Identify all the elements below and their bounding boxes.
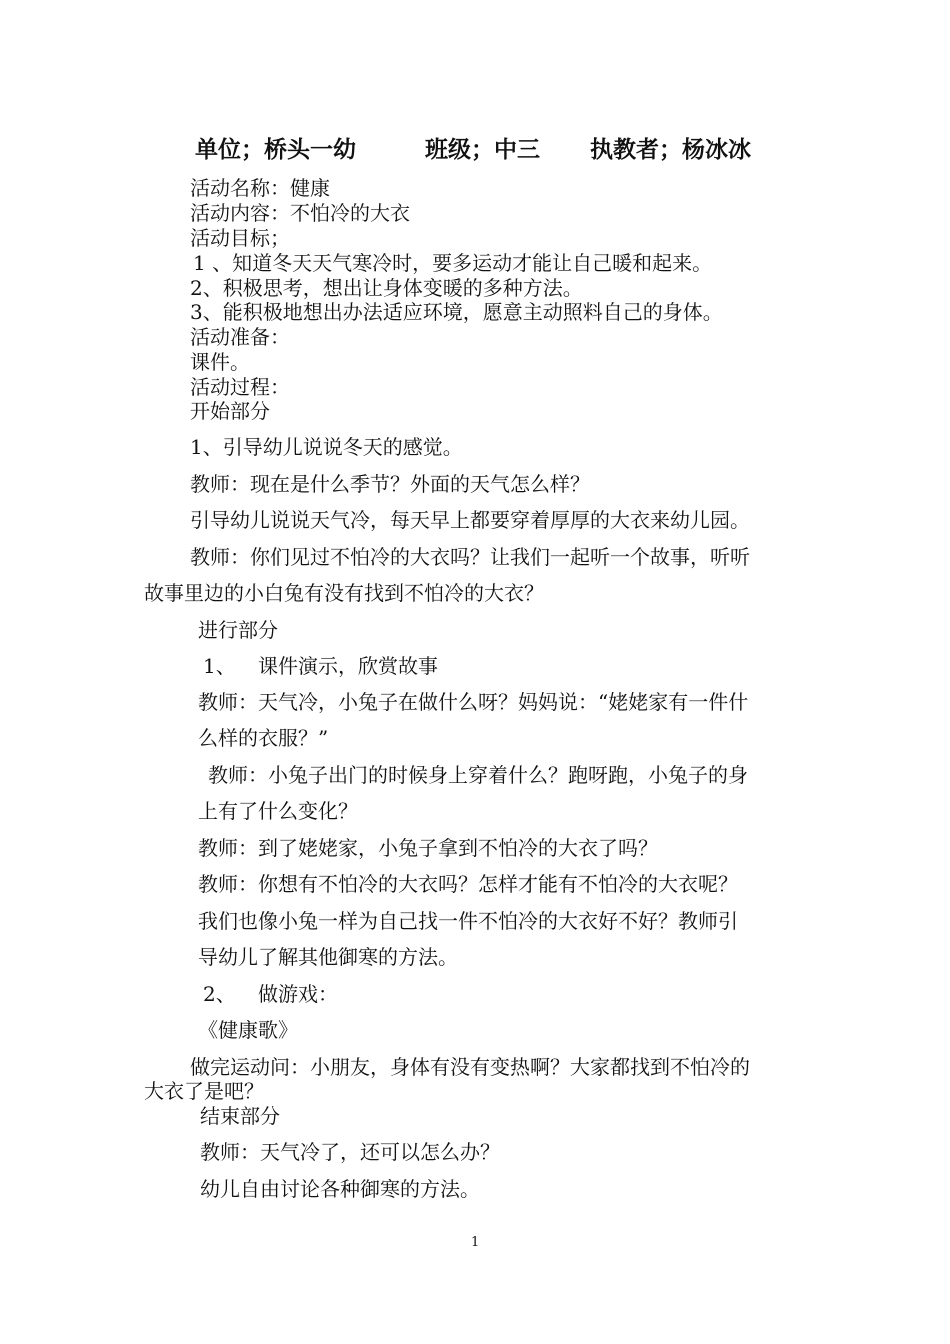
paragraph-line: 教师：小兔子出门的时候身上穿着什么？跑呀跑，小兔子的身 <box>208 763 748 787</box>
paragraph-line: 教师：现在是什么季节？外面的天气怎么样？ <box>190 472 590 496</box>
header-class: 班级；中三 <box>425 137 540 163</box>
paragraph-line: 教师：天气冷了，还可以怎么办？ <box>200 1140 500 1164</box>
paragraph-line: 我们也像小兔一样为自己找一件不怕冷的大衣好不好？教师引 <box>198 909 738 933</box>
paragraph-line: 教师：你想有不怕冷的大衣吗？怎样才能有不怕冷的大衣呢？ <box>198 872 738 896</box>
paragraph-line: 教师：你们见过不怕冷的大衣吗？让我们一起听一个故事，听听 <box>190 545 750 569</box>
list-text: 课件演示，欣赏故事 <box>258 654 438 678</box>
paragraph-line: 上有了什么变化？ <box>198 799 358 823</box>
goal-3: 3、能积极地想出办法适应环境，愿意主动照料自己的身体。 <box>190 300 723 324</box>
section-ending: 结束部分 <box>200 1104 280 1128</box>
preparation-item: 课件。 <box>190 350 250 374</box>
paragraph-line: 幼儿自由讨论各种御寒的方法。 <box>200 1177 480 1201</box>
activity-name: 活动名称：健康 <box>190 176 330 200</box>
list-text: 做游戏： <box>258 982 338 1006</box>
activity-goals-heading: 活动目标； <box>190 226 290 250</box>
header-teacher: 执教者；杨冰冰 <box>590 137 751 163</box>
process-heading: 活动过程： <box>190 375 290 399</box>
paragraph-line: 故事里边的小白兔有没有找到不怕冷的大衣？ <box>144 581 544 605</box>
goal-1: 1 、知道冬天天气寒冷时，要多运动才能让自己暖和起来。 <box>193 251 713 275</box>
section-progress: 进行部分 <box>198 618 278 642</box>
paragraph-line: 做完运动问：小朋友，身体有没有变热啊？大家都找到不怕冷的 <box>190 1055 750 1079</box>
activity-content: 活动内容：不怕冷的大衣 <box>190 201 410 225</box>
page-number: 1 <box>471 1235 480 1250</box>
list-number: 1、 <box>203 654 236 678</box>
preparation-heading: 活动准备： <box>190 325 290 349</box>
paragraph-line: 导幼儿了解其他御寒的方法。 <box>198 945 458 969</box>
goal-2: 2、积极思考，想出让身体变暖的多种方法。 <box>190 276 583 300</box>
list-number: 2、 <box>203 982 236 1006</box>
paragraph-line: 么样的衣服？” <box>198 726 329 750</box>
paragraph-line: 教师：天气冷，小兔子在做什么呀？妈妈说：“姥姥家有一件什 <box>198 690 749 714</box>
section-opening: 开始部分 <box>190 399 270 423</box>
paragraph-line: 大衣了是吧？ <box>144 1079 264 1103</box>
song-title: 《健康歌》 <box>198 1018 298 1042</box>
paragraph-line: 引导幼儿说说天气冷，每天早上都要穿着厚厚的大衣来幼儿园。 <box>190 508 750 532</box>
paragraph-line: 教师：到了姥姥家，小兔子拿到不怕冷的大衣了吗？ <box>198 836 658 860</box>
header-unit: 单位；桥头一幼 <box>195 137 356 163</box>
paragraph-line: 1、引导幼儿说说冬天的感觉。 <box>190 435 463 459</box>
